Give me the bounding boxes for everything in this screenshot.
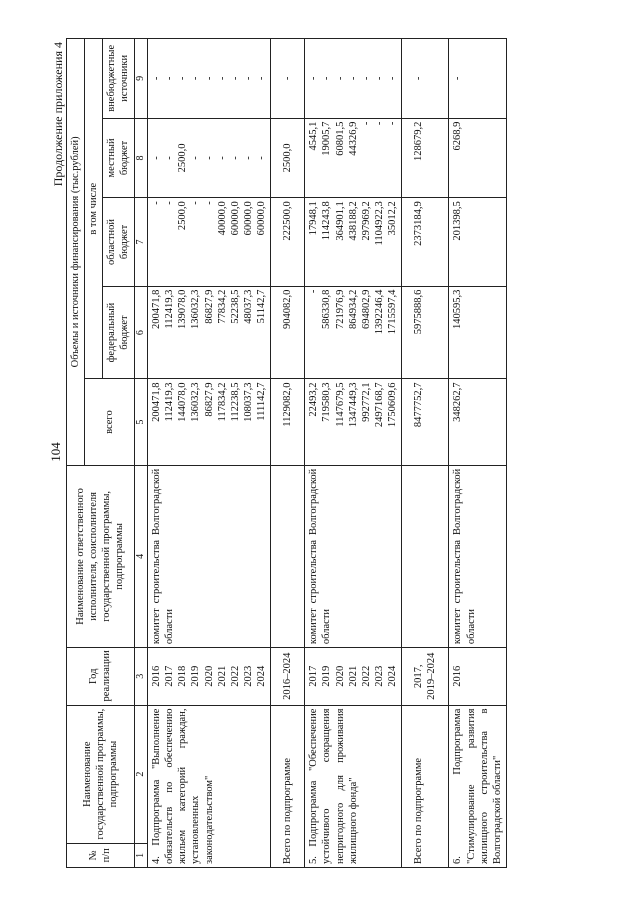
colnum: 1 — [134, 843, 148, 867]
year-cell: 2022 — [229, 665, 241, 687]
colnum: 5 — [134, 379, 148, 465]
value-cell: 117834,2 — [216, 382, 228, 421]
value-cell: 48037,3 — [242, 289, 254, 324]
value-cell: 114243,8 — [321, 200, 333, 240]
subprogram-6-executor: комитет строительства Волгоградской области — [449, 465, 507, 647]
value-cell: - — [373, 76, 385, 80]
header-name: Наименование государственной программы, подпрограммы — [67, 705, 135, 843]
value-cell: - — [164, 76, 176, 80]
value-cell: 1715597,4 — [387, 289, 398, 334]
value-cell: 136032,3 — [190, 382, 202, 422]
continuation-label: Продолжение приложения 4 — [51, 41, 65, 186]
value-cell: - — [203, 155, 215, 160]
subprogram-4-total-label: Всего по подпрограмме — [271, 705, 305, 867]
subprogram-4-total — [148, 379, 271, 465]
value-cell: 200471,8 — [151, 382, 162, 422]
subprogram-4-sum-total: 1129082,0 — [271, 379, 305, 465]
subprogram-6-year: 2016 — [449, 647, 507, 704]
year-cell: 2016 — [151, 665, 162, 687]
value-cell: 1392246,4 — [373, 289, 385, 334]
value-cell: 112238,5 — [229, 382, 241, 421]
year-cell: 2018 — [177, 665, 189, 687]
year-cell: 2021 — [347, 665, 359, 687]
value-cell: 1347449,3 — [347, 382, 359, 427]
value-cell: 586330,8 — [321, 289, 333, 329]
value-cell: 1750609,6 — [387, 382, 398, 427]
subprogram-5-sum-local: 128679,2 — [402, 118, 449, 198]
colnum: 4 — [134, 465, 148, 647]
header-regional: областной бюджет — [103, 197, 134, 285]
value-cell: - — [256, 76, 267, 80]
value-cell: 200471,8 — [151, 289, 162, 329]
year-cell: 2023 — [242, 665, 254, 687]
header-num: № п/п — [67, 843, 135, 867]
value-cell: 112419,3 — [164, 289, 176, 329]
value-cell: 22493,2 — [308, 382, 320, 417]
colnum: 8 — [134, 118, 148, 198]
subprogram-6-federal: 140595,3 — [449, 286, 507, 379]
subprogram-5-extra — [305, 38, 402, 118]
value-cell: 86827,9 — [203, 289, 215, 324]
subprogram-6-regional: 201398,5 — [449, 197, 507, 285]
header-year: Год реализации — [67, 647, 135, 704]
value-cell: - — [216, 76, 228, 80]
value-cell: 864934,2 — [347, 289, 359, 329]
subprogram-4-years — [148, 647, 271, 704]
value-cell: - — [387, 76, 398, 80]
subprogram-4-sum-extra: - — [271, 38, 305, 118]
value-cell: 2497168,7 — [373, 382, 385, 427]
value-cell: 112419,3 — [164, 382, 176, 421]
subprogram-5-total-years: 2017, 2019–2024 — [402, 647, 449, 704]
value-cell: 1104922,3 — [373, 200, 385, 245]
table-row — [148, 38, 271, 867]
subprogram-5-total-label: Всего по подпрограмме — [402, 705, 449, 867]
value-cell: 52238,5 — [229, 289, 241, 324]
value-cell: - — [347, 76, 359, 80]
subprogram-5-sum-federal: 5975888,6 — [402, 286, 449, 379]
year-cell: 2022 — [360, 665, 372, 687]
value-cell: - — [242, 76, 254, 80]
value-cell: 108037,3 — [242, 382, 254, 422]
year-cell: 2023 — [373, 665, 385, 687]
column-numbers-row — [134, 38, 148, 867]
value-cell: 144078,0 — [177, 382, 189, 422]
header-funding: Объемы и источники финансирования (тыс.рублей) — [67, 38, 85, 465]
value-cell: - — [229, 155, 241, 160]
value-cell: 719580,3 — [321, 382, 333, 422]
year-cell: 2017 — [164, 665, 176, 687]
empty-cell — [271, 465, 305, 647]
table-row — [402, 38, 449, 867]
value-cell: - — [203, 76, 215, 80]
value-cell: - — [373, 121, 385, 125]
subprogram-5-federal — [305, 286, 402, 379]
value-cell: - — [203, 200, 215, 205]
subprogram-4-extra — [148, 38, 271, 118]
funding-table — [66, 38, 507, 868]
value-cell: 44326,9 — [347, 121, 359, 156]
value-cell: - — [151, 200, 162, 205]
subprogram-4-sum-regional: 222500,0 — [271, 197, 305, 285]
value-cell: 60000,0 — [242, 200, 254, 235]
table-row — [305, 38, 402, 867]
subprogram-5-sum-total: 8477752,7 — [402, 379, 449, 465]
value-cell: 4545,1 — [308, 121, 320, 151]
colnum: 6 — [134, 286, 148, 379]
value-cell: 992772,1 — [360, 382, 372, 422]
subprogram-4-sum-local: 2500,0 — [271, 118, 305, 198]
value-cell: 60801,5 — [334, 121, 346, 156]
colnum: 9 — [134, 38, 148, 118]
value-cell: - — [334, 76, 346, 80]
value-cell: 2500,0 — [177, 143, 189, 172]
value-cell: - — [190, 200, 202, 205]
subprogram-5-name: 5. Подпрограмма "Обеспечение устойчивого сокращения непригодного для проживания жилищного фонда" — [305, 705, 402, 867]
value-cell: 17948,1 — [308, 200, 320, 235]
value-cell: - — [308, 289, 320, 293]
value-cell: - — [164, 200, 176, 205]
value-cell: - — [164, 155, 176, 160]
header-local: местный бюджет — [103, 118, 134, 198]
value-cell: - — [190, 155, 202, 160]
value-cell: - — [151, 76, 162, 80]
subprogram-4-federal — [148, 286, 271, 379]
table-row — [271, 38, 305, 867]
header-extra: внебюджетные источники — [103, 38, 134, 118]
value-cell: 364901,1 — [334, 200, 346, 241]
subprogram-4-regional — [148, 197, 271, 285]
value-cell: 721976,9 — [334, 289, 346, 329]
table-row — [449, 38, 507, 867]
subprogram-5-regional — [305, 197, 402, 285]
value-cell: 136032,3 — [190, 289, 202, 329]
subprogram-5-years — [305, 647, 402, 704]
colnum: 2 — [134, 705, 148, 843]
year-cell: 2019 — [190, 665, 202, 687]
subprogram-6-extra: - — [449, 38, 507, 118]
value-cell: 2500,0 — [177, 200, 189, 230]
value-cell: - — [229, 76, 241, 80]
year-cell: 2021 — [216, 665, 228, 687]
page-number: 104 — [48, 442, 63, 462]
value-cell: 139078,0 — [177, 289, 189, 329]
value-cell: - — [177, 76, 189, 80]
subprogram-5-sum-regional: 2373184,9 — [402, 197, 449, 285]
subprogram-5-total — [305, 379, 402, 465]
value-cell: 60000,0 — [229, 200, 241, 235]
subprogram-5-local — [305, 118, 402, 198]
subprogram-6-local: 6268,9 — [449, 118, 507, 198]
value-cell: 438188,2 — [347, 200, 359, 241]
year-cell: 2019 — [321, 665, 333, 687]
value-cell: 60000,0 — [256, 200, 267, 235]
colnum: 3 — [134, 647, 148, 704]
value-cell: 694802,9 — [360, 289, 372, 329]
subprogram-5-executor: комитет строительства Волгоградской области — [305, 465, 402, 647]
value-cell: 51142,7 — [256, 289, 267, 323]
value-cell: - — [321, 76, 333, 80]
value-cell: - — [151, 155, 162, 160]
year-cell: 2017 — [308, 665, 320, 687]
value-cell: - — [308, 76, 320, 80]
value-cell: - — [360, 76, 372, 80]
rotated-page — [50, 38, 590, 868]
year-cell: 2020 — [203, 665, 215, 687]
value-cell: - — [387, 121, 398, 125]
value-cell: 86827,9 — [203, 382, 215, 417]
subprogram-5-sum-extra: - — [402, 38, 449, 118]
subprogram-4-sum-federal: 904082,0 — [271, 286, 305, 379]
value-cell: - — [190, 76, 202, 80]
value-cell: - — [216, 155, 228, 160]
year-cell: 2020 — [334, 665, 346, 687]
year-cell: 2024 — [387, 665, 398, 687]
value-cell: - — [256, 155, 267, 160]
value-cell: - — [360, 121, 372, 125]
empty-cell — [402, 465, 449, 647]
value-cell: 35012,2 — [387, 200, 398, 235]
colnum: 7 — [134, 197, 148, 285]
value-cell: 111142,7 — [256, 382, 267, 421]
year-cell: 2024 — [256, 665, 267, 687]
header-federal: федеральный бюджет — [103, 286, 134, 379]
header-total: всего — [85, 379, 134, 465]
value-cell: 1147679,5 — [334, 382, 346, 427]
header-executor: Наименование ответственного исполнителя, соисполнителя государственной программы, подпрограммы — [67, 465, 135, 647]
subprogram-4-name: 4. Подпрограмма "Выполнение обязательств по обеспечению жильем категорий граждан, установленных законодательством" — [148, 705, 271, 867]
header-incl: в том числе — [85, 38, 103, 379]
subprogram-4-executor: комитет строительства Волгоградской области — [148, 465, 271, 647]
subprogram-6-name: 6. Подпрограмма "Стимулирование развития жилищного строительства в Волгоградской области" — [449, 705, 507, 867]
value-cell: 40000,0 — [216, 200, 228, 235]
subprogram-4-total-years: 2016–2024 — [271, 647, 305, 704]
value-cell: 297969,2 — [360, 200, 372, 241]
subprogram-6-total: 348262,7 — [449, 379, 507, 465]
value-cell: 77834,2 — [216, 289, 228, 324]
value-cell: - — [242, 155, 254, 160]
value-cell: 19005,7 — [321, 121, 333, 156]
subprogram-4-local — [148, 118, 271, 198]
